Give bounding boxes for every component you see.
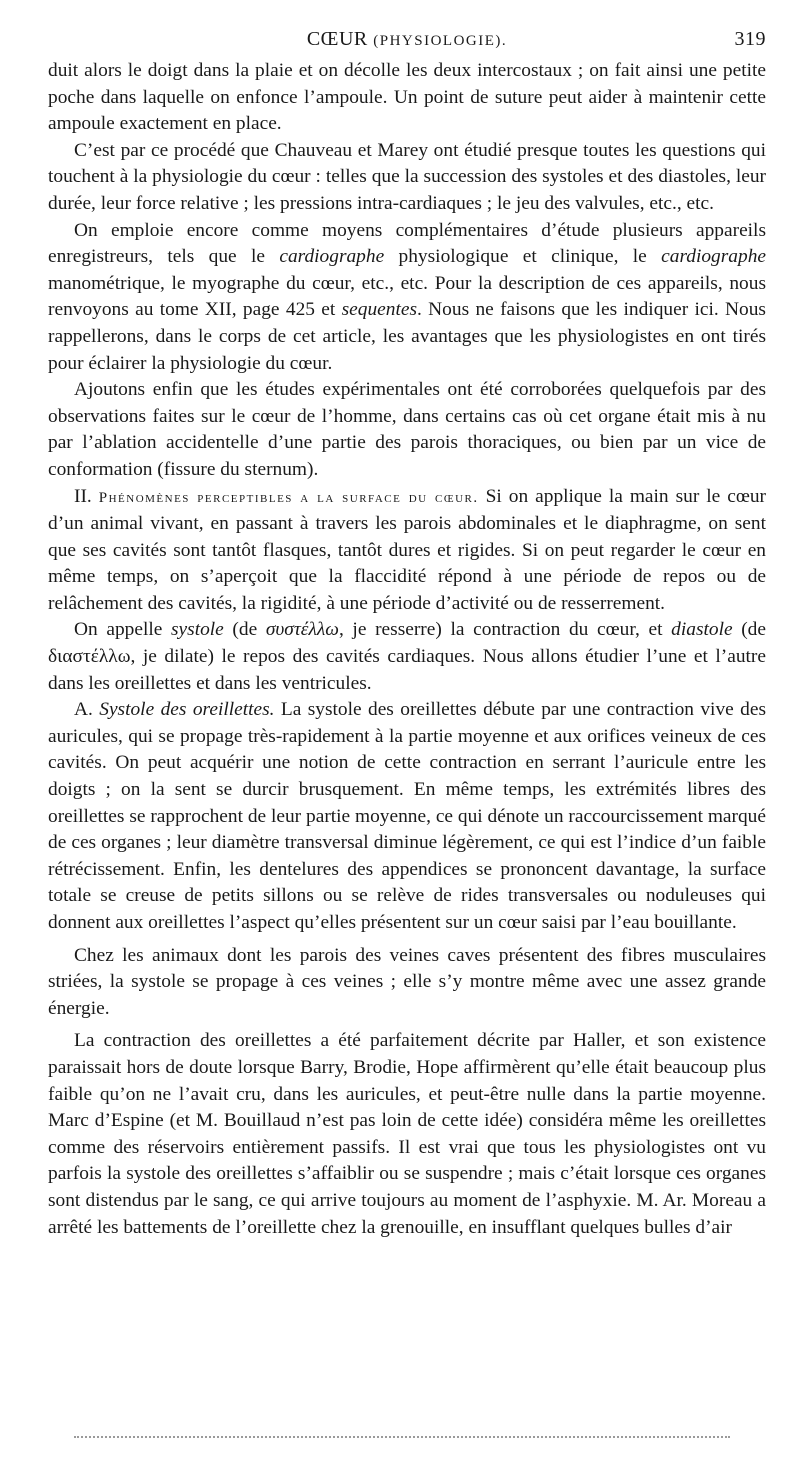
section-number-ii: II. <box>74 485 99 507</box>
paragraph-6-text-3: , je resserre) la contraction du cœur, et <box>338 619 672 641</box>
page <box>48 28 766 1241</box>
running-title <box>48 28 766 51</box>
paragraph-2: C’est par ce procédé que Chauveau et Marey ont étudié presque toutes les questions qui touchent à la physiologie du cœur : telles que la succession des systoles et des diastoles, leur durée, leur force relative ; les pressions intra-cardiaques ; le jeu des valvules, etc., etc. <box>48 139 766 214</box>
paragraph-6-text-2: (de <box>223 619 266 641</box>
section-heading-systole-oreillettes: Systole des oreillettes. <box>99 699 275 721</box>
paragraph-7-text: La systole des oreillettes débute par une contraction vive des auricules, qui se propage très-rapidement à la partie moyenne et aux orifices veineux de ces cavités. On peut acquérir une notion de cette contraction en serrant l’auricule entre les doigts ; on la sent se durcir brusquement. En même temps, les extrémités libres des oreillettes se rapprochent de leur partie moyenne, ce qui dénote un raccourcissement marqué de ces organes ; leur diamètre transversal diminue légèrement, ce qui est l’indice d’un faible rétrécissement. Enfin, les dentelures des appendices se prononcent davantage, la surface totale se creuse de petits sillons ou se relève de rides transversales ou noduleuses qui donnent aux oreillettes l’aspect qu’elles présentent sur un cœur saisi par l’eau bouillante. <box>48 699 766 933</box>
paragraph-3-text-4: . Nous ne faisons que les indiquer ici. Nous rappellerons, dans le corps de cet article, les avantages que les physiologistes en ont tirés pour éclairer la physiologie du cœur. <box>48 299 766 374</box>
paragraph-5 <box>48 484 766 618</box>
paragraph-5-text: Si on applique la main sur le cœur d’un animal vivant, en passant à travers les parois abdominales et le diaphragme, on sent que ses cavités sont tantôt flasques, tantôt dures et rigides. Si on peut regarder le cœur en même temps, on s’aperçoit que la flaccidité répond à une période de repos ou de relâchement des cavités, la rigidité, à une période d’activité ou de resserrement. <box>48 485 766 614</box>
page-number: 319 <box>734 28 766 50</box>
paragraph-3-text-2: physiologique et clinique, le <box>384 246 662 268</box>
footer-dotted-rule <box>74 1436 730 1438</box>
paragraph-6-italic-systole: systole <box>171 619 224 641</box>
paragraph-6 <box>48 617 766 697</box>
paragraph-3 <box>48 218 766 378</box>
paragraph-7 <box>48 697 766 936</box>
running-title-main: CŒUR <box>306 28 368 50</box>
paragraph-6-greek-1: συστέλλω <box>265 619 339 641</box>
paragraph-1: duit alors le doigt dans la plaie et on décolle les deux intercostaux ; on fait ainsi une petite poche dans laquelle on enfonce l’ampoule. Un point de suture peut aider à maintenir cette ampoule exactement en place. <box>48 60 766 135</box>
running-title-sub: (PHYSIOLOGIE). <box>373 33 508 49</box>
body-text <box>48 58 766 1241</box>
paragraph-3-text-3: manométrique, le myographe du cœur, etc., etc. Pour la description de ces appareils, nous renvoyons au tome XII, page 425 et <box>48 272 766 321</box>
paragraph-6-text-1: On appelle <box>74 619 171 641</box>
section-letter-a: A. <box>74 699 100 721</box>
paragraph-3-italic-3: sequentes <box>341 299 417 321</box>
paragraph-3-text-1: On emploie encore comme moyens complémentaires d’étude plusieurs appareils enregistreurs, tels que le <box>48 219 766 268</box>
paragraph-6-text-5: , je dilate) le repos des cavités cardiaques. Nous allons étudier l’une et l’autre dans les oreillettes et dans les ventricules. <box>48 646 766 694</box>
paragraph-4: Ajoutons enfin que les études expérimentales ont été corroborées quelquefois par des observations faites sur le cœur de l’homme, dans certains cas où cet organe était mis à nu par l’ablation accidentelle d’une partie des parois thoraciques, ou bien par un vice de conformation (fissure du sternum). <box>48 379 766 480</box>
paragraph-8: Chez les animaux dont les parois des veines caves présentent des fibres musculaires striées, la systole se propage à ces veines ; elle s’y montre même avec une assez grande énergie. <box>48 944 766 1019</box>
section-heading-phenomenes: Phénomènes perceptibles a la surface du cœur. <box>98 489 479 506</box>
paragraph-3-italic-2: cardiographe <box>661 246 766 268</box>
paragraph-6-greek-2: διαστέλλω <box>48 646 131 668</box>
paragraph-9: La contraction des oreillettes a été parfaitement décrite par Haller, et son existence paraissait hors de doute lorsque Barry, Brodie, Hope affirmèrent qu’elle était beaucoup plus faible qu’on ne l’avait cru, dans les auricules, et peut-être nulle dans la partie moyenne. Marc d’Espine (et M. Bouillaud n’est pas loin de cette idée) considéra même les oreillettes comme des réservoirs entièrement passifs. Il est vrai que tous les physiologistes ont vu parfois la systole des oreillettes s’affaiblir ou se suspendre ; mais c’était lorsque ces organes sont distendus par le sang, ce qui arrive toujours au moment de l’asphyxie. M. Ar. Moreau a arrêté les battements de l’oreillette chez la grenouille, en insufflant quelques bulles d’air <box>48 1030 766 1238</box>
paragraph-6-text-4: (de <box>732 619 766 641</box>
running-head <box>48 28 766 58</box>
paragraph-3-italic-1: cardiographe <box>279 246 385 268</box>
paragraph-6-italic-diastole: diastole <box>671 619 733 641</box>
